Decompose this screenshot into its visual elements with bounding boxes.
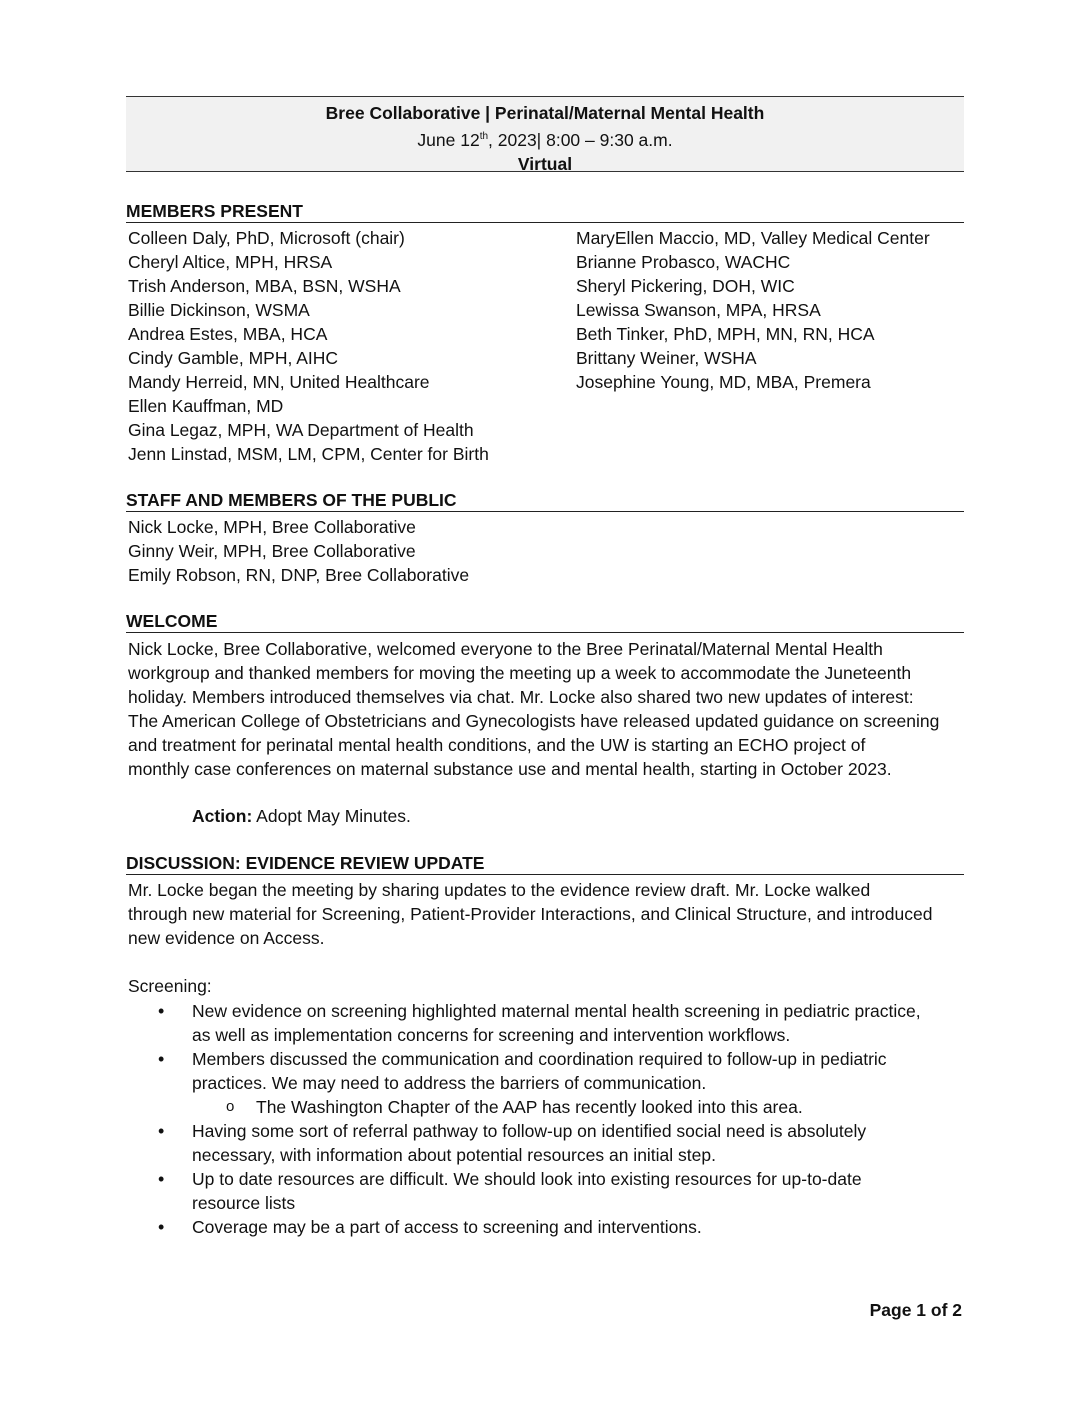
- bullet-icon: •: [158, 1121, 165, 1141]
- member-name: Lewissa Swanson, MPA, HRSA: [576, 300, 821, 320]
- action-item: [192, 804, 411, 828]
- welcome-paragraph: Nick Locke, Bree Collaborative, welcomed everyone to the Bree Perinatal/Maternal Mental Health workgroup and thanked members for moving the meeting up a week to accommodate the Juneteenth holiday. Members introduced themselves via chat. Mr. Locke also shared two new updates of interest: The American College of Obstetricians and Gynecologists have released updated guidance on screening and treatment for perinatal mental health conditions, and the UW is starting an ECHO project of monthly case conferences on maternal substance use and mental health, starting in October 2023.: [128, 639, 940, 779]
- members-left-column: [128, 226, 489, 466]
- action-label: Action:: [192, 806, 253, 826]
- member-name: Ellen Kauffman, MD: [128, 396, 284, 416]
- discussion-heading: DISCUSSION: EVIDENCE REVIEW UPDATE: [126, 852, 964, 875]
- meeting-date: June 12th, 2023| 8:00 – 9:30 a.m.: [417, 129, 673, 150]
- member-name: Trish Anderson, MBA, BSN, WSHA: [128, 276, 401, 296]
- list-item: • Up to date resources are difficult. We should look into existing resources for up-to-date resource lists: [158, 1169, 862, 1213]
- staff-name: Nick Locke, MPH, Bree Collaborative: [128, 517, 416, 537]
- page-number: Page 1 of 2: [869, 1300, 962, 1320]
- staff-list: [128, 515, 469, 587]
- member-name: Mandy Herreid, MN, United Healthcare: [128, 372, 430, 392]
- member-name: MaryEllen Maccio, MD, Valley Medical Center: [576, 228, 930, 248]
- meeting-header: [126, 96, 964, 172]
- member-name: Gina Legaz, MPH, WA Department of Health: [128, 420, 474, 440]
- bullet-icon: •: [158, 1169, 165, 1189]
- member-name: Brianne Probasco, WACHC: [576, 252, 791, 272]
- member-name: Cindy Gamble, MPH, AIHC: [128, 348, 339, 368]
- bullet-icon: •: [158, 1049, 165, 1069]
- welcome-heading: WELCOME: [126, 610, 964, 633]
- staff-name: Emily Robson, RN, DNP, Bree Collaborative: [128, 565, 470, 585]
- staff-name: Ginny Weir, MPH, Bree Collaborative: [128, 541, 416, 561]
- members-present-heading: MEMBERS PRESENT: [126, 200, 964, 223]
- bullet-icon: •: [158, 1217, 165, 1237]
- meeting-title: Bree Collaborative | Perinatal/Maternal Mental Health: [325, 103, 765, 123]
- member-name: Cheryl Altice, MPH, HRSA: [128, 252, 333, 272]
- list-item: • Coverage may be a part of access to screening and interventions.: [158, 1217, 702, 1237]
- list-item: o The Washington Chapter of the AAP has recently looked into this area.: [226, 1097, 803, 1117]
- bullet-icon: •: [158, 1001, 165, 1021]
- screening-label: Screening:: [128, 976, 212, 996]
- list-item: • Members discussed the communication and coordination required to follow-up in pediatric practices. We may need to address the barriers of communication.: [158, 1049, 887, 1093]
- staff-heading: STAFF AND MEMBERS OF THE PUBLIC: [126, 489, 964, 512]
- members-right-column: [576, 226, 930, 394]
- member-name: Brittany Weiner, WSHA: [576, 348, 757, 368]
- list-item: • Having some sort of referral pathway to follow-up on identified social need is absolutely necessary, with information about potential resources an initial step.: [158, 1121, 867, 1165]
- meeting-location: Virtual: [517, 153, 573, 174]
- discussion-paragraph: Mr. Locke began the meeting by sharing updates to the evidence review draft. Mr. Locke walked through new material for Screening, Patient-Provider Interactions, and Clinical Structure, and introduced new evidence on Access.: [128, 880, 933, 948]
- member-name: Andrea Estes, MBA, HCA: [128, 324, 328, 344]
- screening-bullets: [128, 999, 968, 1239]
- member-name: Colleen Daly, PhD, Microsoft (chair): [128, 228, 405, 248]
- sub-bullet-icon: o: [226, 1098, 235, 1115]
- member-name: Sheryl Pickering, DOH, WIC: [576, 276, 795, 296]
- member-name: Billie Dickinson, WSMA: [128, 300, 310, 320]
- member-name: Jenn Linstad, MSM, LM, CPM, Center for Birth: [128, 444, 489, 464]
- member-name: Beth Tinker, PhD, MPH, MN, RN, HCA: [576, 324, 875, 344]
- list-item: • New evidence on screening highlighted maternal mental health screening in pediatric practice, as well as implementation concerns for screening and intervention workflows.: [158, 1001, 921, 1045]
- member-name: Josephine Young, MD, MBA, Premera: [576, 372, 871, 392]
- action-text: Adopt May Minutes.: [252, 806, 411, 826]
